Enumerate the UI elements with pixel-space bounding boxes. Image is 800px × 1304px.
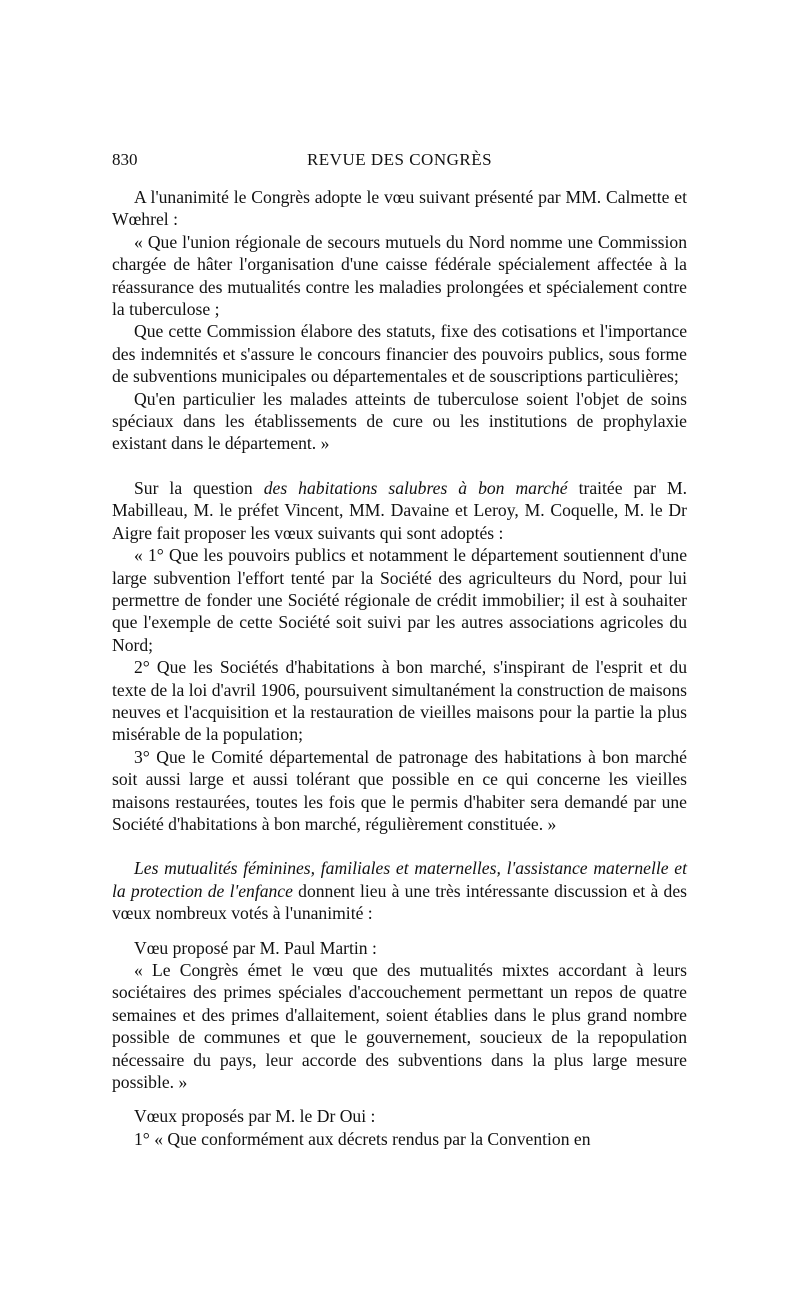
paragraph-oui-heading: Vœux proposés par M. le Dr Oui :: [134, 1106, 376, 1127]
housing-intro: Sur la question: [134, 477, 264, 498]
mutualities-topic: Les mutualités féminines, familiales et maternelles, l'assistance maternelle et la protection de l'enfance: [112, 858, 687, 901]
paragraph-martin-heading: Vœu proposé par M. Paul Martin :: [134, 937, 377, 958]
paragraph-commission: Que cette Commission élabore des statuts, fixe des cotisations et l'importance des indemnités et s'assure le concours financier des pouvoirs publics, sous forme de subventions municipales ou départementales et de souscriptions particulières;: [112, 321, 687, 387]
housing-speakers: traitée par M. Mabilleau, M. le préfet Vincent, MM. Davaine et Leroy, M. Coquelle, M. le Dr Aigre fait proposer les vœux suivants qui sont adoptés :: [112, 477, 688, 543]
running-title: REVUE DES CONGRÈS: [306, 150, 493, 169]
paragraph-mutualities: [112, 857, 687, 924]
paragraph-martin-wish: « Le Congrès émet le vœu que des mutualités mixtes accordant à leurs sociétaires des primes spéciales d'accouchement permettant un repos de quatre semaines et des primes d'allaitement, soient établies dans le plus grand nombre possible de communes et que le gouvernement, soucieux de la repopulation nécessaire du pays, leur accorde des subventions dans la plus large mesure possible. »: [112, 960, 687, 1093]
paragraph-wish-2: 2° Que les Sociétés d'habitations à bon marché, s'inspirant de l'esprit et du texte de la loi d'avril 1906, poursuivent simultanément la construction de maisons neuves et l'acquisition et la restauration de vieilles maisons pour la partie la plus misérable de la population;: [112, 657, 687, 745]
paragraph-wish-3: 3° Que le Comité départemental de patronage des habitations à bon marché soit aussi large et aussi tolérant que possible en ce qui concerne les vieilles maisons restaurées, toutes les fois que le permis d'habiter sera demandé par une Société d'habitations à bon marché, régulièrement constituée. »: [112, 746, 687, 834]
paragraph-housing-question: [112, 477, 687, 544]
body-text: [112, 186, 687, 1150]
mutualities-discussion: donnent lieu à une très intéressante discussion et à des vœux nombreux votés à l'unanimité :: [112, 880, 687, 924]
page-header: [112, 150, 687, 174]
paragraph-wish-union: « Que l'union régionale de secours mutuels du Nord nomme une Commission chargée de hâter l'organisation d'une caisse fédérale spécialement affectée à la réassurance des mutualités contre les maladies prolongées et spécialement contre la tuberculose ;: [112, 231, 687, 320]
paragraph-oui-wish-1: 1° « Que conformément aux décrets rendus par la Convention en: [134, 1128, 591, 1149]
housing-topic: des habitations salubres à bon marché: [263, 477, 568, 498]
paragraph-tuberculosis: Qu'en particulier les malades atteints de tuberculose soient l'objet de soins spéciaux dans les établissements de cure ou les institutions de prophylaxie existant dans le département. »: [112, 388, 687, 454]
page-number: 830: [112, 150, 138, 169]
paragraph-wish-1: « 1° Que les pouvoirs publics et notamment le département soutiennent d'une large subvention l'effort tenté par la Société des agriculteurs du Nord, pour lui permettre de fonder une Société régionale de crédit immobilier; il est à souhaiter que l'exemple de cette Société soit suivi par les autres associations agricoles du Nord;: [112, 545, 687, 655]
paragraph-adoption: A l'unanimité le Congrès adopte le vœu suivant présenté par MM. Calmette et Wœhrel :: [112, 187, 687, 230]
